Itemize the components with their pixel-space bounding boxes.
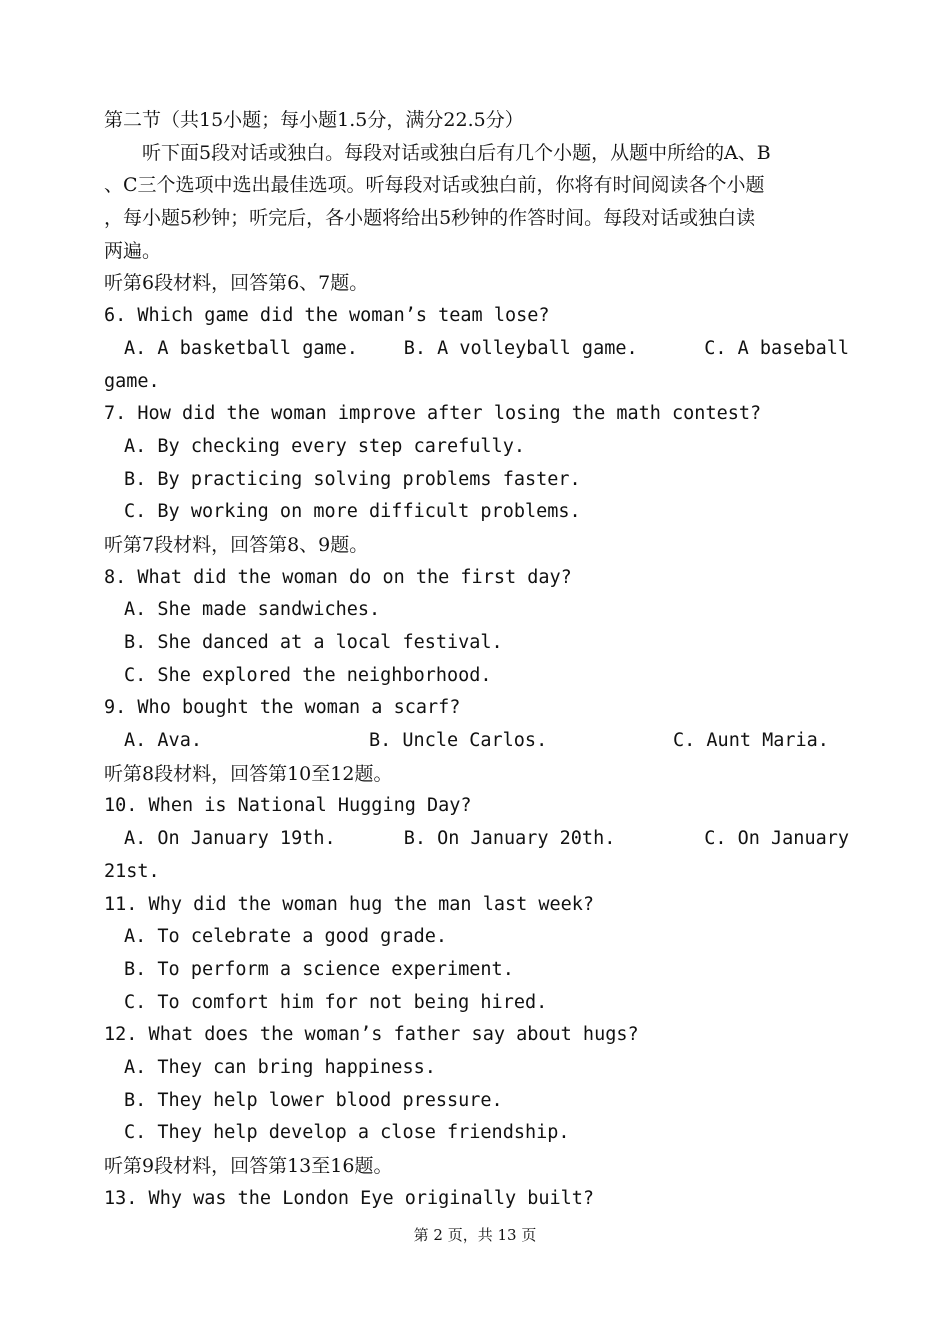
instruction-line: 、C三个选项中选出最佳选项。听每段对话或独白前，你将有时间阅读各个小题 <box>104 174 765 197</box>
question-6-options <box>104 333 849 366</box>
option-a: A. They can bring happiness. <box>124 1056 436 1078</box>
question-8-stem: 8. What did the woman do on the first day? <box>104 566 572 588</box>
page-footer: 第 2 页，共 13 页 <box>413 1226 537 1244</box>
group-heading-8: 听第8段材料，回答第10至12题。 <box>104 762 393 785</box>
option-b: B. They help lower blood pressure. <box>124 1089 503 1111</box>
option-a: A. Ava. <box>124 730 202 752</box>
option-c: C. By working on more difficult problems. <box>124 501 581 523</box>
question-9-stem: 9. Who bought the woman a scarf? <box>104 697 461 719</box>
option-c: C. To comfort him for not being hired. <box>124 991 548 1013</box>
instruction-line: 听下面5段对话或独白。每段对话或独白后有几个小题，从题中所给的A、B <box>142 141 771 164</box>
group-heading-7: 听第7段材料，回答第8、9题。 <box>104 533 369 556</box>
option-b: B. A volleyball game. <box>403 337 638 359</box>
option-a: A. A basketball game. <box>124 337 358 359</box>
question-6-stem: 6. Which game did the woman’s team lose? <box>104 305 550 327</box>
option-c: C. Aunt Maria. <box>673 730 829 752</box>
question-7-stem: 7. How did the woman improve after losing the math contest? <box>104 403 762 425</box>
option-a: A. By checking every step carefully. <box>124 435 525 457</box>
option-b: B. Uncle Carlos. <box>369 730 548 752</box>
question-10-stem: 10. When is National Hugging Day? <box>104 795 472 817</box>
instruction-line: 两遍。 <box>104 239 162 262</box>
group-heading-6: 听第6段材料，回答第6、7题。 <box>104 272 369 295</box>
option-c: C. They help develop a close friendship. <box>124 1122 570 1144</box>
question-11-stem: 11. Why did the woman hug the man last week? <box>104 893 595 915</box>
option-b: B. To perform a science experiment. <box>124 958 514 980</box>
option-c-continued: 21st. <box>104 860 160 882</box>
option-b: B. She danced at a local festival. <box>124 632 503 653</box>
option-a: A. To celebrate a good grade. <box>124 926 448 948</box>
section-heading: 第二节（共15小题；每小题1.5分，满分22.5分） <box>104 109 524 131</box>
option-b: B. By practicing solving problems faster. <box>124 468 581 490</box>
question-12-stem: 12. What does the woman’s father say about hugs? <box>104 1024 639 1046</box>
option-b: B. On January 20th. <box>403 828 616 850</box>
option-a: A. She made sandwiches. <box>124 599 381 621</box>
option-c: C. On January <box>704 828 849 850</box>
question-13-stem: 13. Why was the London Eye originally built? <box>104 1187 595 1209</box>
question-9-options <box>104 725 849 758</box>
group-heading-9: 听第9段材料，回答第13至16题。 <box>104 1155 393 1177</box>
option-c: C. She explored the neighborhood. <box>124 664 492 686</box>
option-a: A. On January 19th. <box>124 828 336 850</box>
instruction-line: ，每小题5秒钟；听完后，各小题将给出5秒钟的作答时间。每段对话或独白读 <box>104 207 756 230</box>
option-c: C. A baseball <box>704 337 849 359</box>
option-c-continued: game. <box>104 370 160 392</box>
page-content <box>104 104 849 1215</box>
question-10-options <box>104 823 849 856</box>
